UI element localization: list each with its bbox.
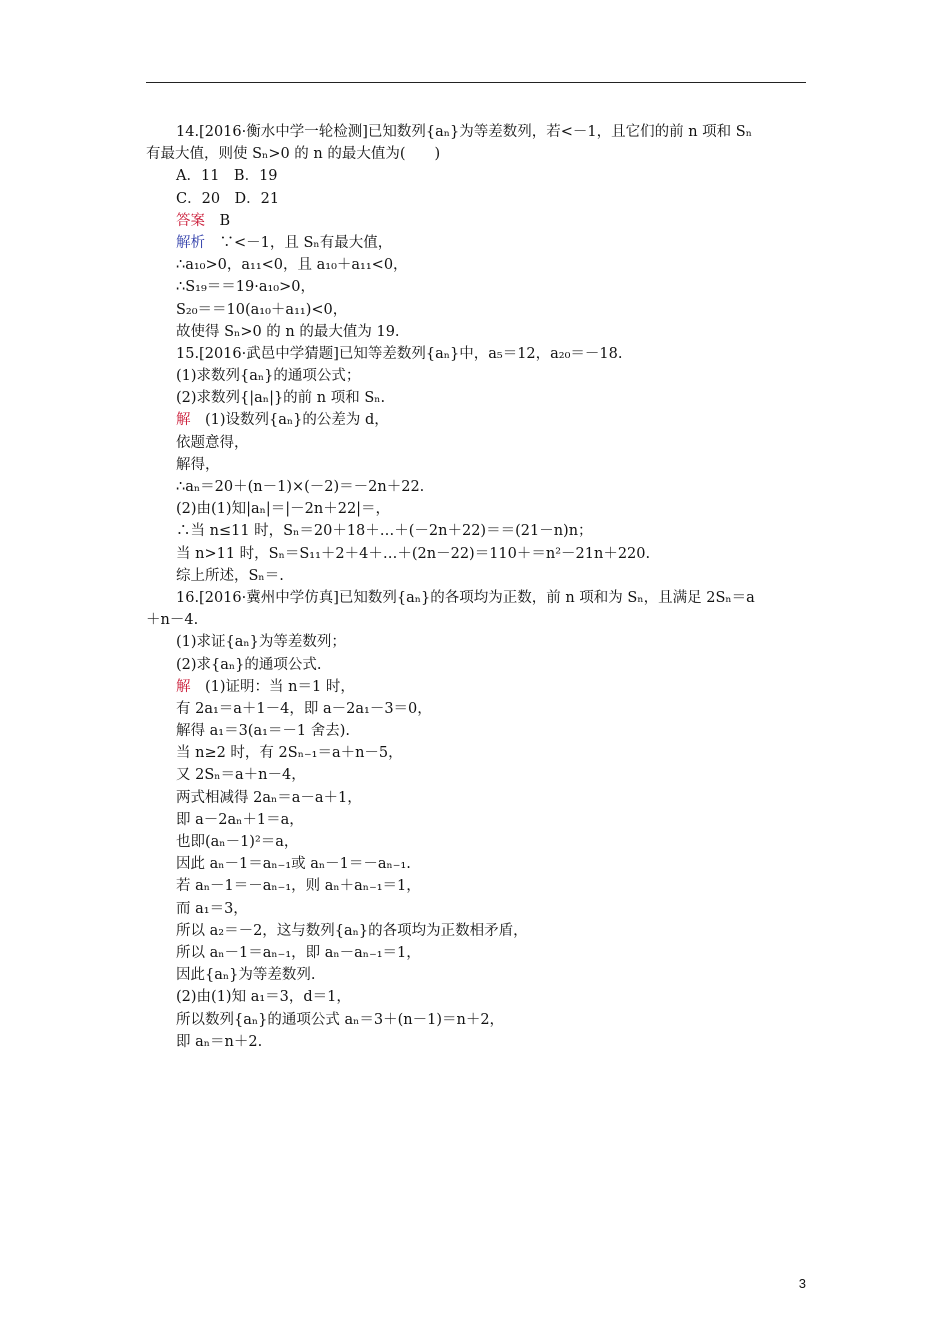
solution-line: 因此{aₙ}为等差数列. <box>176 967 316 984</box>
solution-line: 而 a₁＝3， <box>176 900 248 917</box>
solution-line: 两式相减得 2aₙ＝a－a＋1， <box>176 789 362 806</box>
solution-line: 即 a－2aₙ＋1＝a， <box>176 811 304 828</box>
solution-line: 综上所述，Sₙ＝. <box>176 567 284 584</box>
problem-16-stem-line-2: ＋n－4. <box>146 612 199 629</box>
solution-line: 当 n≥2 时，有 2Sₙ₋₁＝a＋n－5， <box>176 745 403 762</box>
solution-line: 所以数列{aₙ}的通项公式 aₙ＝3＋(n－1)＝n＋2， <box>176 1011 505 1028</box>
solution-line: 所以 a₂＝－2，这与数列{aₙ}的各项均为正数相矛盾， <box>176 922 528 939</box>
solution-line: S₂₀＝＝10(a₁₀＋a₁₁)<0， <box>176 301 348 318</box>
solution-line: 因此 aₙ－1＝aₙ₋₁或 aₙ－1＝－aₙ₋₁. <box>176 856 411 873</box>
solution-line: (2)由(1)知|aₙ|＝|－2n＋22|＝， <box>176 501 391 518</box>
problem-14-options-cd: C．20 D．21 <box>176 190 280 207</box>
solution-text: (1)设数列{aₙ}的公差为 d， <box>205 412 389 429</box>
solution-text: (1)证明：当 n＝1 时， <box>205 678 355 695</box>
problem-16-stem-line-1: 16.[2016·冀州中学仿真]已知数列{aₙ}的各项均为正数，前 n 项和为 Sₙ，且满足 2Sₙ＝a <box>176 589 755 606</box>
solution-label: 解 <box>176 678 191 695</box>
problem-15-part-2: (2)求数列{|aₙ|}的前 n 项和 Sₙ. <box>176 390 386 407</box>
problem-15-solution <box>146 409 814 431</box>
solution-label: 解 <box>176 412 191 429</box>
document-body <box>146 121 814 1053</box>
solution-line: 也即(aₙ－1)²＝a， <box>176 834 299 850</box>
analysis-text: ∵<－1，且 Sₙ有最大值， <box>219 234 393 251</box>
problem-16-part-1: (1)求证{aₙ}为等差数列； <box>176 634 346 651</box>
solution-line: 所以 aₙ－1＝aₙ₋₁，即 aₙ－aₙ₋₁＝1， <box>176 944 421 961</box>
solution-line: 解得， <box>176 456 220 473</box>
analysis-label: 解析 <box>176 234 205 251</box>
solution-line: 依题意得， <box>176 434 249 451</box>
problem-14-stem-line-2: 有最大值，则使 Sₙ>0 的 n 的最大值为( ) <box>146 146 441 163</box>
problem-16-solution <box>146 676 814 698</box>
problem-15-part-1: (1)求数列{aₙ}的通项公式； <box>176 368 361 385</box>
problem-14-stem-line-1: 14.[2016·衡水中学一轮检测]已知数列{aₙ}为等差数列，若<－1，且它们的前 n 项和 Sₙ <box>176 124 752 140</box>
solution-line: 若 aₙ－1＝－aₙ₋₁，则 aₙ＋aₙ₋₁＝1， <box>176 878 421 895</box>
solution-line: 当 n>11 时，Sₙ＝S₁₁＋2＋4＋…＋(2n－22)＝110＋＝n²－21n＋220. <box>176 545 651 562</box>
solution-line: 解得 a₁＝3(a₁＝－1 舍去). <box>176 723 351 740</box>
problem-14-options-ab: A．11 B．19 <box>176 168 278 185</box>
header-rule <box>146 82 806 83</box>
problem-15-stem: 15.[2016·武邑中学猜题]已知等差数列{aₙ}中，a₅＝12，a₂₀＝－18. <box>176 345 623 362</box>
solution-line: ∴S₁₉＝＝19·a₁₀>0， <box>176 279 315 296</box>
solution-line: ∴a₁₀>0，a₁₁<0，且 a₁₀＋a₁₁<0， <box>176 257 408 274</box>
solution-line: ∴当 n≤11 时，Sₙ＝20＋18＋…＋(－2n＋22)＝＝(21－n)n； <box>176 523 593 540</box>
problem-16-part-2: (2)求{aₙ}的通项公式. <box>176 656 322 673</box>
solution-line: 有 2a₁＝a＋1－4，即 a－2a₁－3＝0， <box>176 700 432 717</box>
answer-value: B <box>219 212 231 229</box>
page-number: 3 <box>798 1276 806 1291</box>
solution-line: (2)由(1)知 a₁＝3，d＝1， <box>176 989 351 1006</box>
problem-14-answer <box>146 210 814 232</box>
solution-line: ∴aₙ＝20＋(n－1)×(－2)＝－2n＋22. <box>176 479 425 495</box>
solution-line: 即 aₙ＝n＋2. <box>176 1033 263 1050</box>
problem-14-analysis <box>146 232 814 254</box>
answer-label: 答案 <box>176 212 205 229</box>
solution-line: 又 2Sₙ＝a＋n－4， <box>176 767 306 784</box>
solution-line: 故使得 Sₙ>0 的 n 的最大值为 19. <box>176 323 400 340</box>
